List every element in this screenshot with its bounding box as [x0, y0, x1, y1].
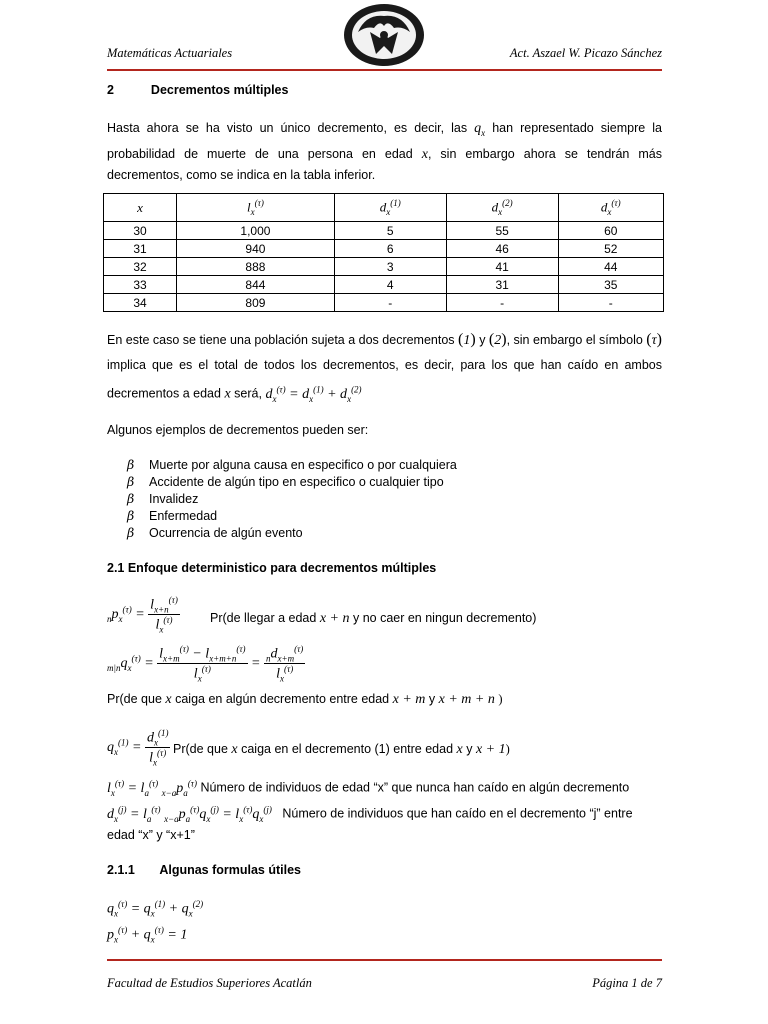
decrement-table	[103, 193, 664, 312]
footer-page-number: Página 1 de 7	[592, 976, 662, 990]
col-d1: $d_x^{(1)}$	[334, 194, 446, 222]
table-row: 31 940 6 46 52	[104, 240, 664, 258]
header-rule	[107, 69, 662, 71]
formula-survival: $_np_x^{(\tau)}$ = $\frac{l_{x+n}^{(\tau)}}{l_x^{(\tau)}}$	[107, 595, 178, 635]
p2-text-4: implica que es el total de todos los decrementos, es decir, para los que han caído en ambos decrementos a edad	[107, 358, 662, 401]
p2-text-1: En este caso se tiene una población sujeta a dos decrementos	[107, 333, 455, 347]
p2-text-2: y	[479, 333, 486, 347]
total-decrement-paragraph: En este caso se tiene una población sujeta a dos decrementos (1) y (2), sin embargo el símbolo (τ) implica que es el total de todos los decrementos, es decir, para los que han caído en ambos decrementos a edad x será, $d_x^{(\tau)} = d_x^{(1)} + d_x^{(2)}$	[107, 331, 662, 404]
formula-deferred-text: Pr(de que x caiga en algún decremento entre edad x + m y x + m + n )	[107, 692, 503, 707]
formula-decrement-1: $q_x^{(1)}$ = $\frac{d_x^{(1)}}{l_x^{(\tau)}}$	[107, 728, 169, 768]
examples-intro: Algunos ejemplos de decrementos pueden ser:	[107, 423, 369, 437]
col-d-tau: $d_x^{(\tau)}$	[558, 194, 663, 222]
subsection-heading: 2.1 Enfoque deterministico para decrementos múltiples	[107, 561, 437, 575]
formula-decrement-j: $d_x^{(j)} = l_a^{(\tau)}$ $_{x-a}p_a^{(\tau)}q_x^{(j)} = l_x^{(\tau)}q_x^{(j)}$ Número de individuos que han caído en el decremento “j” entre	[107, 804, 633, 824]
formula-survival-text: Pr(de llegar a edad x + n y no caer en ningun decremento)	[210, 611, 537, 626]
col-x: x	[104, 194, 177, 222]
table-row: 32 888 3 41 44	[104, 258, 664, 276]
section-number: 2	[107, 83, 114, 97]
header-left-text: Matemáticas Actuariales	[107, 46, 233, 60]
col-l-tau: $l_x^{(\tau)}$	[177, 194, 335, 222]
table-row: 33 844 4 31 35	[104, 276, 664, 294]
intro-text-1: Hasta ahora se ha visto un único decremento, es decir, las	[107, 121, 468, 135]
list-item: β Accidente de algún tipo en especifico o cualquier tipo	[127, 474, 444, 489]
examples-list	[107, 456, 662, 541]
col-d2: $d_x^{(2)}$	[446, 194, 558, 222]
list-item: β Ocurrencia de algún evento	[127, 525, 303, 540]
table-header-row	[104, 194, 664, 222]
header-right-text: Act. Aszael W. Picazo Sánchez	[509, 46, 662, 60]
list-item: β Invalidez	[127, 491, 199, 506]
formula-useful-2: $p_x^{(\tau)} + q_x^{(\tau)} = 1$	[107, 925, 188, 945]
formula-decrement-j-text2: edad “x” y “x+1”	[107, 828, 195, 842]
subsubsection-heading: 2.1.1 Algunas formulas útiles	[107, 863, 302, 877]
table-row: 34 809 - - -	[104, 294, 664, 312]
table-row: 30 1,000 5 55 60	[104, 222, 664, 240]
intro-text-3: , sin embargo ahora se tendrán más decrementos, como se indica en la tabla inferior.	[107, 146, 663, 182]
p2-text-5: será,	[234, 386, 262, 401]
list-item: β Muerte por alguna causa en especifico o por cualquiera	[127, 457, 457, 472]
p2-text-3: , sin embargo el símbolo	[506, 333, 643, 347]
intro-paragraph: Hasta ahora se ha visto un único decremento, es decir, las $q_x$ han representado siempre la probabilidad de muerte de una persona en edad x, sin embargo ahora se tendrán más decrementos, como se indica en la tabla inferior.	[107, 121, 663, 182]
formula-survivors: $l_x^{(\tau)} = l_a^{(\tau)}$ $_{x-a}p_a^{(\tau)}$ Número de individuos de edad “x” que nunca han caído en algún decremento	[107, 778, 630, 798]
formula-decrement-1-text: Pr(de que x caiga en el decremento (1) entre edad x y x + 1)	[173, 742, 510, 757]
formula-deferred-decrement: $_{m|n}q_x^{(\tau)}$ = $\frac{l_{x+m}^{(\tau)} - l_{x+m+n}^{(\tau)}}{l_x^{(\tau)}}$ = $\frac{_nd_{x+m}^{(\tau)}}{l_x^{(\tau)}}$	[107, 644, 304, 684]
list-item: β Enfermedad	[127, 508, 218, 523]
section-heading	[107, 83, 662, 97]
intro-text-2: han representado siempre la probabilidad de muerte de una persona en edad	[107, 121, 662, 161]
section-title: Decrementos múltiples	[150, 83, 289, 97]
footer-left-text: Facultad de Estudios Superiores Acatlán	[107, 976, 312, 990]
formula-useful-1: $q_x^{(\tau)} = q_x^{(1)} + q_x^{(2)}$	[107, 899, 204, 919]
unam-seal-logo	[336, 2, 432, 68]
footer-rule	[107, 959, 662, 961]
